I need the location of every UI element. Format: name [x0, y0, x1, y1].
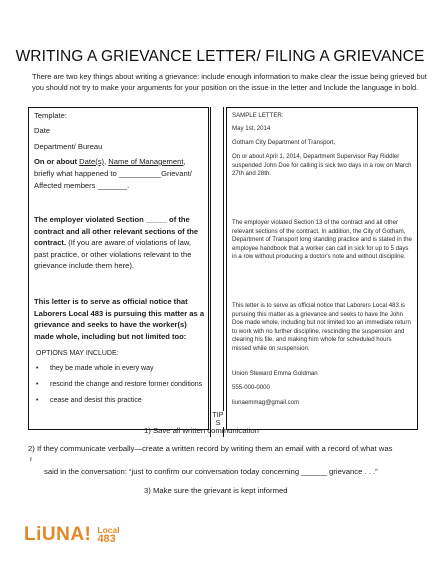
- tip-4: 3) Make sure the grievant is kept informed: [144, 486, 288, 495]
- name-mgmt-field: Name of Management: [108, 157, 184, 166]
- options-heading: OPTIONS MAY INCLUDE:: [36, 350, 119, 357]
- tip-2-wrap: r: [30, 456, 33, 463]
- options-list: [36, 364, 206, 412]
- tip-3: said in the conversation: “just to confirm our conversation today concerning ______ grievance . . .”: [44, 467, 378, 476]
- tips-divider: [210, 107, 224, 437]
- template-violated: [34, 214, 206, 272]
- sample-para3: This letter is to serve as official notice that Laborers Local 483 is pursuing this matter as a grievance and seeks to have the John Doe made whole, including but not limited too an immediate return to work with no further discipline, rescinding the suspension and clearing his file, and making him whole for scheduled hours missed while on suspension.: [232, 302, 411, 352]
- bullet-icon: •: [36, 397, 39, 404]
- logo-brand: LiUNA!: [24, 524, 92, 545]
- sample-signer: Union Steward Emma Goldman: [232, 370, 318, 377]
- violated-bold: The employer violated Section _____ of the contract and all other relevant sections of the contract.: [34, 215, 199, 247]
- list-item: • they be made whole in every way: [36, 365, 154, 372]
- intro-paragraph: There are two key things about writing a grievance: include enough information to make clear the issue being grieved but you should not try to make your arguments for your position on the issue in the letter and Include the language in bold.: [32, 72, 427, 92]
- tips-label: TIP S: [212, 410, 224, 427]
- bullet-icon: •: [36, 381, 39, 388]
- on-or-about-label: On or about: [34, 157, 78, 166]
- logo-local: Local 483: [97, 525, 120, 545]
- sample-dept: Gotham City Department of Transport,: [232, 139, 336, 146]
- sample-para1: On or about April 1, 2014, Department Supervisor Ray Riddler suspended John Doe for calling is sick two days in a row on March 27th and 28th.: [232, 153, 412, 178]
- sample-date: May 1st, 2014: [232, 125, 271, 132]
- bullet-icon: •: [36, 365, 39, 372]
- sample-phone: 555-000-0000: [232, 384, 270, 391]
- template-briefly: briefly what happened to __________Grievant/: [34, 169, 192, 178]
- template-date: Date: [34, 126, 51, 135]
- template-department: Department/ Bureau: [34, 142, 103, 151]
- template-on-or-about: On or about Date(s), Name of Management,: [34, 157, 186, 166]
- template-affected: Affected members _______.: [34, 181, 130, 190]
- dates-field: Date(s): [79, 157, 105, 166]
- liuna-logo: [24, 524, 120, 546]
- notice-bold: This letter is to serve as official notice that Laborers Local 483 is pursuing this matter as a grievance and seeks to have the worker(s) made whole, including but not limited too:: [34, 297, 205, 341]
- template-heading: Template:: [34, 111, 67, 120]
- page-title: WRITING A GRIEVANCE LETTER/ FILING A GRIEVANCE: [15, 48, 425, 65]
- sample-heading: SAMPLE LETTER:: [232, 112, 284, 119]
- list-item: • rescind the change and restore former conditions: [36, 381, 203, 388]
- template-notice: [34, 296, 206, 342]
- violated-rest: (If you are aware of violations of law, past practice, or other violations relevant to the grievance include them here).: [34, 238, 192, 270]
- tip-1: 1) Save all written communication: [144, 426, 259, 435]
- sample-para2: The employer violated Section 13 of the contract and all other relevant sections of the contract. In addition, the City of Gotham, Department of Transport long standing practice and is stated in the employee handbook that a worker can call in sick for up to 5 days in a row without producing a doctor's note and without discipline.: [232, 219, 412, 261]
- sample-email: liunaemmag@gmail.com: [232, 399, 300, 406]
- tip-2: 2) If they communicate verbally—create a written record by writing them an email with a record of what was: [28, 444, 393, 453]
- list-item: • cease and desist this practice: [36, 397, 142, 404]
